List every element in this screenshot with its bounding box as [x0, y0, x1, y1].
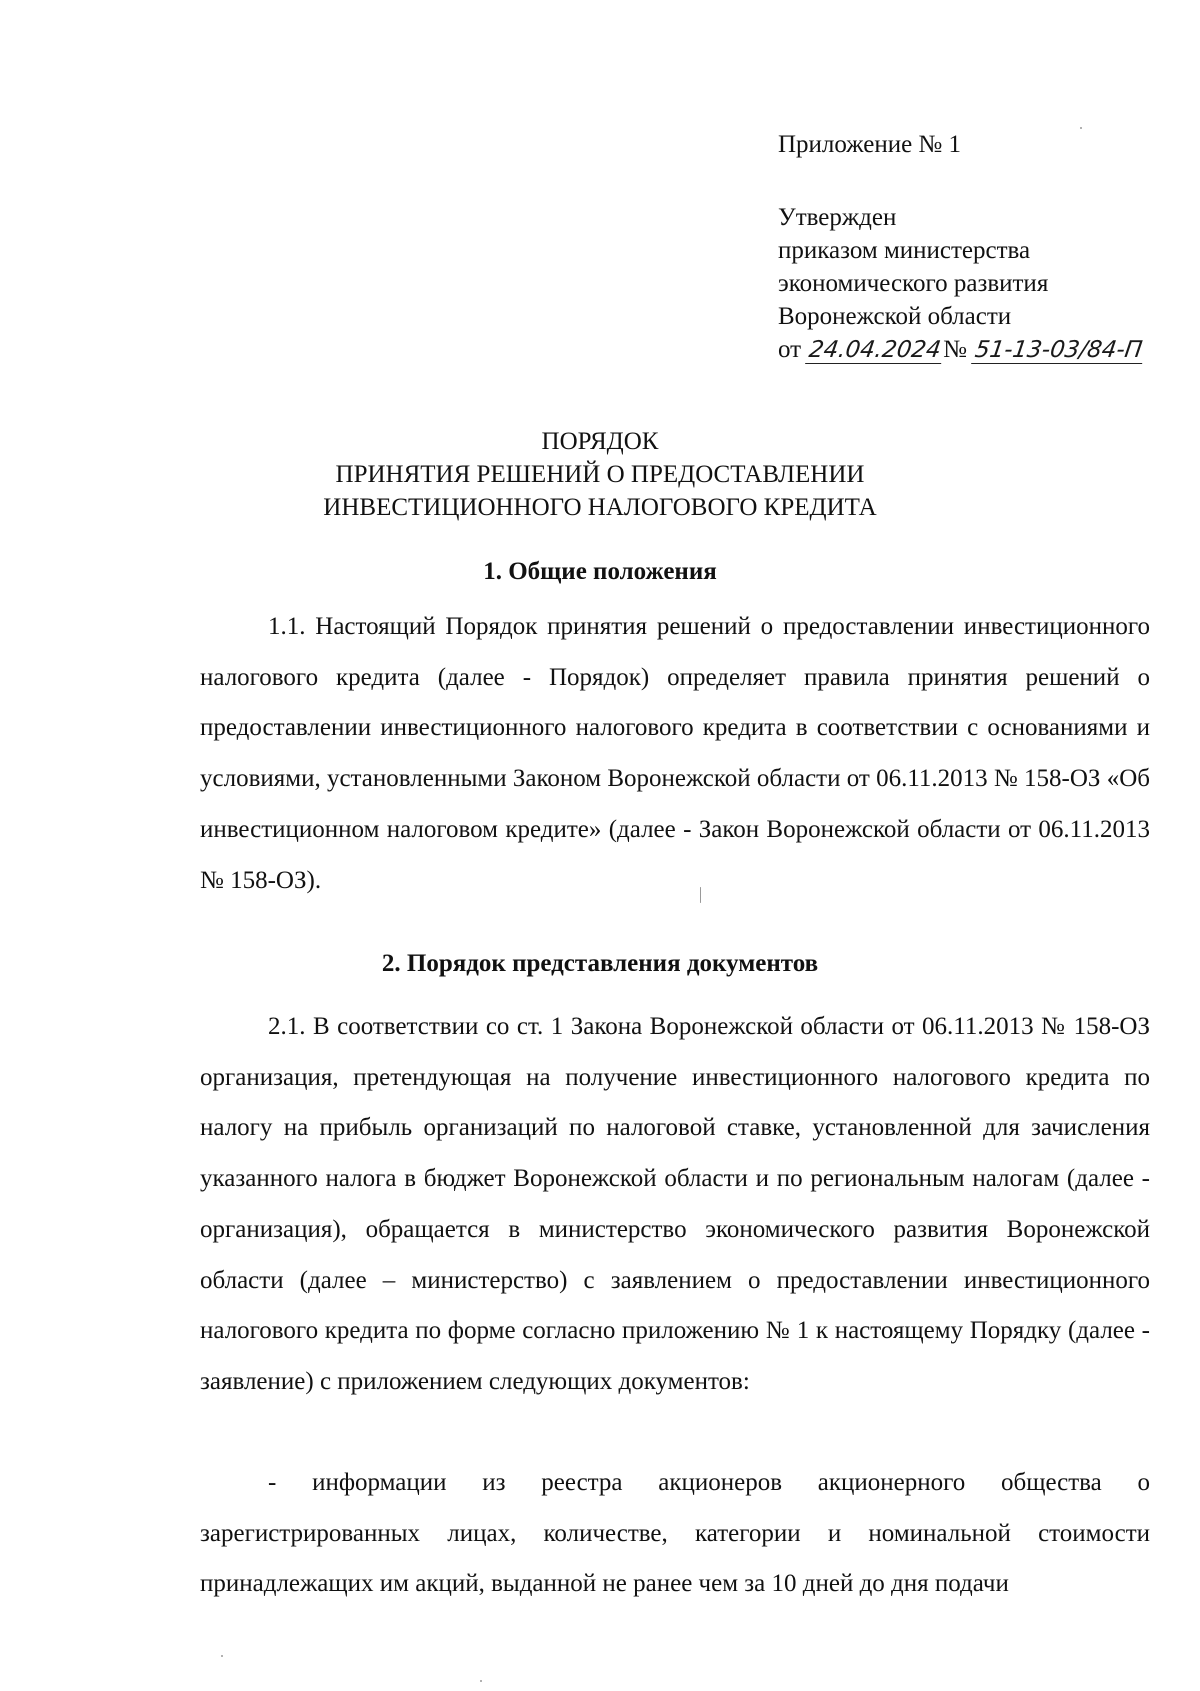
- title-line-1: ПОРЯДОК: [541, 428, 659, 455]
- document-title: [0, 425, 1200, 524]
- paragraph-2-1: 2.1. В соответствии со ст. 1 Закона Воронежской области от 06.11.2013 № 158-ОЗ организация, претендующая на получение инвестиционного налогового кредита по налогу на прибыль организаций по налоговой ставке, установленной для зачисления указанного налога в бюджет Воронежской области и по региональным налогам (далее - организация), обращается в министерство экономического развития Воронежской области (далее – министерство) с заявлением о предоставлении инвестиционного налогового кредита по форме согласно приложению № 1 к настоящему Порядку (далее - заявление) с приложением следующих документов:: [200, 1013, 1150, 1395]
- approval-date-number-line: [778, 333, 1144, 366]
- approval-line: Утвержден: [778, 204, 897, 231]
- scan-speck: [480, 1680, 482, 1682]
- title-line-2: ПРИНЯТИЯ РЕШЕНИЙ О ПРЕДОСТАВЛЕНИИ: [335, 461, 865, 488]
- approval-line: экономического развития: [778, 270, 1049, 297]
- annex-label: Приложение № 1: [778, 131, 962, 158]
- approval-line: Воронежской области: [778, 303, 1012, 330]
- paragraph-1-1: 1.1. Настоящий Порядок принятия решений о предоставлении инвестиционного налогового кредита (далее - Порядок) определяет правила принятия решений о предоставлении инвестиционного налогового кредита в соответствии с основаниями и условиями, установленными Законом Воронежской области от 06.11.2013 № 158-ОЗ «Об инвестиционном налоговом кредите» (далее - Закон Воронежской области от 06.11.2013 № 158-ОЗ).: [200, 613, 1150, 894]
- handwritten-date: 24.04.2024: [805, 337, 944, 364]
- scan-speck: [221, 1655, 223, 1657]
- number-sign: №: [943, 336, 967, 363]
- section-1-heading: 1. Общие положения: [483, 558, 717, 585]
- handwritten-number: 51-13-03/84-П: [971, 337, 1146, 364]
- paragraph-2-1-item: - информации из реестра акционеров акционерного общества о зарегистрированных лицах, количестве, категории и номинальной стоимости принадлежащих им акций, выданной не ранее чем за 10 дней до дня подачи: [200, 1469, 1150, 1598]
- title-line-3: ИНВЕСТИЦИОННОГО НАЛОГОВОГО КРЕДИТА: [323, 494, 877, 521]
- scan-speck: [1080, 127, 1082, 129]
- approval-line: приказом министерства: [778, 237, 1031, 264]
- approval-ot: от: [778, 336, 802, 363]
- section-2-heading: 2. Порядок представления документов: [381, 950, 819, 977]
- scan-speck: [700, 887, 701, 903]
- approval-block: [778, 128, 1144, 366]
